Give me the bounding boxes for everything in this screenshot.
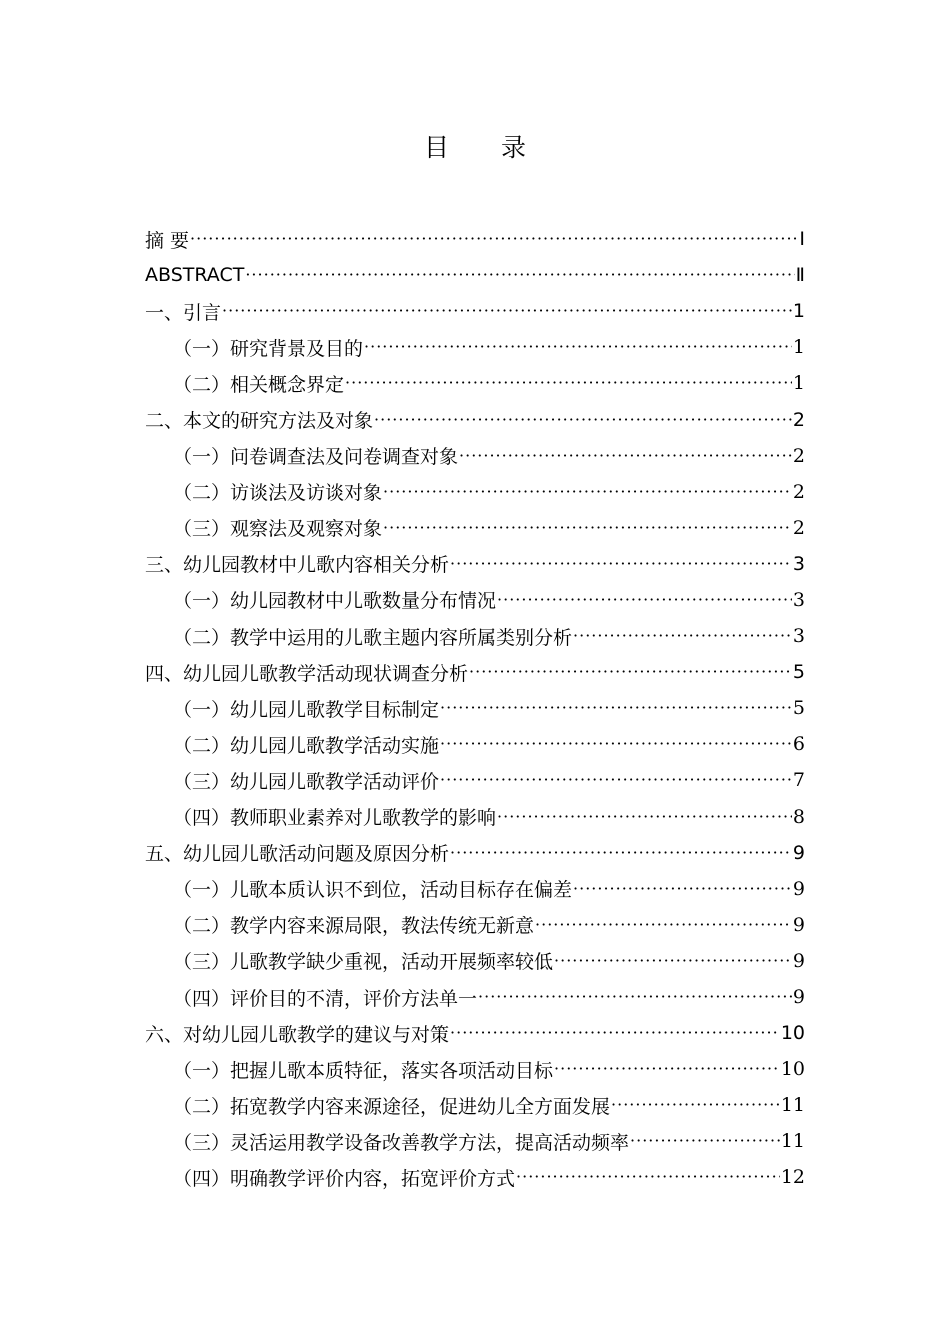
toc-entry-label: 三、幼儿园教材中儿歌内容相关分析 xyxy=(145,554,450,577)
toc-leader-dots xyxy=(630,1131,780,1151)
toc-entry-label: （二）访谈法及访谈对象 xyxy=(173,482,383,505)
toc-subsection-entry[interactable] xyxy=(145,1087,805,1123)
toc-subsection-entry[interactable] xyxy=(145,474,805,510)
toc-leader-dots xyxy=(440,770,792,790)
toc-leader-dots xyxy=(516,1167,780,1187)
toc-entry-label: （一）把握儿歌本质特征，落实各项活动目标 xyxy=(173,1059,554,1082)
toc-leader-dots xyxy=(450,1023,780,1043)
toc-section-entry[interactable] xyxy=(145,293,805,329)
toc-entry-label: （二）相关概念界定 xyxy=(173,373,345,396)
toc-leader-dots xyxy=(469,662,792,682)
toc-page-number: 9 xyxy=(792,949,805,972)
toc-leader-dots xyxy=(383,518,792,538)
toc-page-number: 1 xyxy=(792,300,805,323)
toc-leader-dots xyxy=(440,698,792,718)
toc-entry-label: （二）幼儿园儿歌教学活动实施 xyxy=(173,734,440,757)
toc-page-number: 3 xyxy=(792,588,805,611)
toc-entry-label: （二）拓宽教学内容来源途径，促进幼儿全方面发展 xyxy=(173,1095,611,1118)
toc-entry-label: （二）教学内容来源局限，教法传统无新意 xyxy=(173,915,535,938)
toc-section-entry[interactable] xyxy=(145,835,805,871)
toc-entry-label: 摘 要 xyxy=(145,229,190,252)
toc-entry-label: （三）幼儿园儿歌教学活动评价 xyxy=(173,770,440,793)
toc-page-number: 3 xyxy=(792,552,805,575)
toc-subsection-entry[interactable] xyxy=(145,762,805,798)
toc-leader-dots xyxy=(450,554,792,574)
toc-page-number: 7 xyxy=(792,769,805,792)
toc-leader-dots xyxy=(245,265,794,285)
toc-page-number: 2 xyxy=(792,480,805,503)
toc-subsection-entry[interactable] xyxy=(145,726,805,762)
toc-page-number: 1 xyxy=(792,336,805,359)
toc-leader-dots xyxy=(554,1059,780,1079)
toc-leader-dots xyxy=(573,879,792,899)
toc-subsection-entry[interactable] xyxy=(145,1159,805,1195)
table-of-contents xyxy=(145,221,805,1196)
toc-subsection-entry[interactable] xyxy=(145,582,805,618)
toc-entry-label: 四、幼儿园儿歌教学活动现状调查分析 xyxy=(145,662,469,685)
toc-section-entry[interactable] xyxy=(145,654,805,690)
toc-subsection-entry[interactable] xyxy=(145,799,805,835)
toc-entry-label: 六、对幼儿园儿歌教学的建议与对策 xyxy=(145,1023,450,1046)
toc-entry-label: （三）观察法及观察对象 xyxy=(173,518,383,541)
toc-entry-label: （一）研究背景及目的 xyxy=(173,337,364,360)
toc-entry-label: （一）问卷调查法及问卷调查对象 xyxy=(173,446,459,469)
toc-subsection-entry[interactable] xyxy=(145,943,805,979)
toc-section-entry[interactable] xyxy=(145,401,805,437)
toc-subsection-entry[interactable] xyxy=(145,510,805,546)
toc-leader-dots xyxy=(440,734,792,754)
toc-page-number: 1 xyxy=(792,372,805,395)
toc-page-number: 9 xyxy=(792,841,805,864)
toc-leader-dots xyxy=(222,301,792,321)
toc-page-number: 2 xyxy=(792,444,805,467)
toc-entry-label: （四）教师职业素养对儿歌教学的影响 xyxy=(173,807,497,830)
toc-page-number: 6 xyxy=(792,733,805,756)
toc-subsection-entry[interactable] xyxy=(145,1123,805,1159)
toc-entry-label: （四）评价目的不清，评价方法单一 xyxy=(173,987,478,1010)
toc-page-number: 5 xyxy=(792,661,805,684)
toc-leader-dots xyxy=(573,626,792,646)
toc-leader-dots xyxy=(478,987,792,1007)
toc-page-number: 3 xyxy=(792,625,805,648)
toc-page-number: 5 xyxy=(792,697,805,720)
toc-entry-label: （一）儿歌本质认识不到位，活动目标存在偏差 xyxy=(173,879,573,902)
toc-subsection-entry[interactable] xyxy=(145,690,805,726)
toc-subsection-entry[interactable] xyxy=(145,871,805,907)
toc-section-entry[interactable] xyxy=(145,221,805,257)
toc-page-number: Ⅰ xyxy=(799,228,805,251)
toc-leader-dots xyxy=(554,951,792,971)
toc-page-number: 2 xyxy=(792,408,805,431)
toc-page-number: 2 xyxy=(792,516,805,539)
toc-leader-dots xyxy=(190,229,798,249)
toc-page-number: 8 xyxy=(792,805,805,828)
toc-page-number: 9 xyxy=(792,986,805,1009)
toc-entry-label: ABSTRACT xyxy=(145,264,245,287)
toc-entry-label: 一、引言 xyxy=(145,301,222,324)
toc-page-number: 10 xyxy=(780,1022,805,1045)
toc-entry-label: （二）教学中运用的儿歌主题内容所属类别分析 xyxy=(173,626,573,649)
toc-leader-dots xyxy=(535,915,792,935)
toc-entry-label: （三）儿歌教学缺少重视，活动开展频率较低 xyxy=(173,951,554,974)
toc-leader-dots xyxy=(497,807,792,827)
toc-leader-dots xyxy=(383,482,792,502)
toc-leader-dots xyxy=(450,843,792,863)
toc-page-number: 9 xyxy=(792,913,805,936)
toc-entry-label: （四）明确教学评价内容，拓宽评价方式 xyxy=(173,1167,516,1190)
toc-entry-label: （一）幼儿园教材中儿歌数量分布情况 xyxy=(173,590,497,613)
toc-entry-label: 二、本文的研究方法及对象 xyxy=(145,410,374,433)
toc-subsection-entry[interactable] xyxy=(145,438,805,474)
toc-subsection-entry[interactable] xyxy=(145,1051,805,1087)
toc-page-number: 11 xyxy=(780,1130,805,1153)
page-title: 目 录 xyxy=(424,133,548,162)
toc-entry-label: 五、幼儿园儿歌活动问题及原因分析 xyxy=(145,843,450,866)
toc-page-number: 9 xyxy=(792,877,805,900)
toc-leader-dots xyxy=(459,446,792,466)
toc-page-number: 11 xyxy=(780,1094,805,1117)
toc-subsection-entry[interactable] xyxy=(145,618,805,654)
toc-page-number: Ⅱ xyxy=(795,264,805,287)
toc-entry-label: （一）幼儿园儿歌教学目标制定 xyxy=(173,698,440,721)
toc-leader-dots xyxy=(497,590,792,610)
toc-subsection-entry[interactable] xyxy=(145,907,805,943)
toc-subsection-entry[interactable] xyxy=(145,329,805,365)
toc-subsection-entry[interactable] xyxy=(145,979,805,1015)
toc-page-number: 12 xyxy=(780,1166,805,1189)
toc-section-entry[interactable] xyxy=(145,257,805,293)
toc-leader-dots xyxy=(345,373,792,393)
toc-leader-dots xyxy=(611,1095,780,1115)
toc-subsection-entry[interactable] xyxy=(145,365,805,401)
toc-page-number: 10 xyxy=(780,1058,805,1081)
toc-entry-label: （三）灵活运用教学设备改善教学方法，提高活动频率 xyxy=(173,1131,630,1154)
toc-leader-dots xyxy=(364,337,792,357)
toc-section-entry[interactable] xyxy=(145,1015,805,1051)
toc-section-entry[interactable] xyxy=(145,546,805,582)
toc-leader-dots xyxy=(374,410,792,430)
